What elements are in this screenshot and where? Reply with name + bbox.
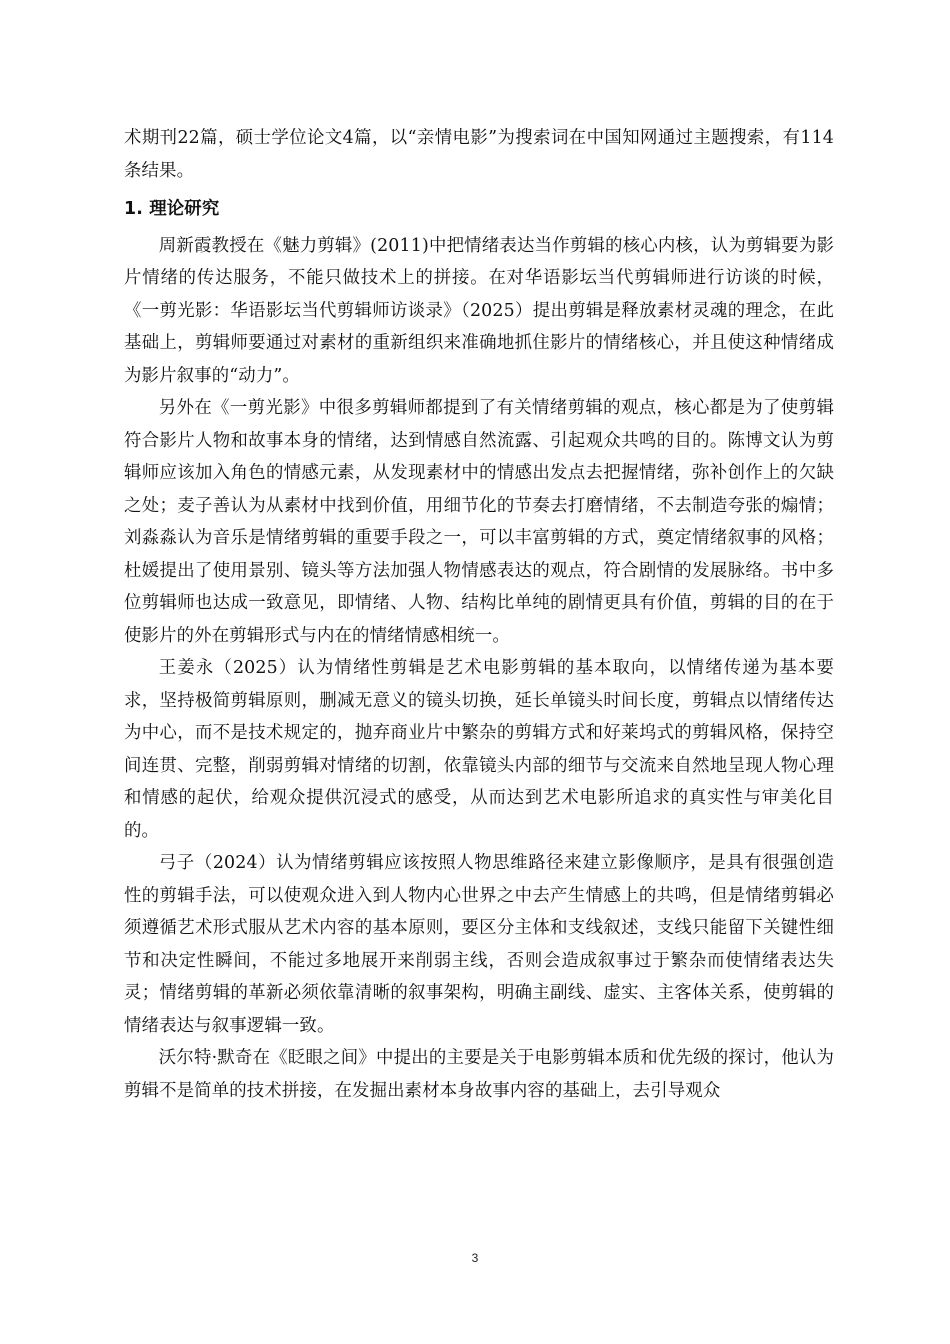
- paragraph: 弓子（2024）认为情绪剪辑应该按照人物思维路径来建立影像顺序，是具有很强创造性的剪辑手法，可以使观众进入到人物内心世界之中去产生情感上的共鸣，但是情绪剪辑必须遵循艺术形式服从艺术内容的基本原则，要区分主体和支线叙述，支线只能留下关键性细节和决定性瞬间，不能过多地展开来削弱主线，否则会造成叙事过于繁杂而使情绪表达失灵；情绪剪辑的革新必须依靠清晰的叙事架构，明确主副线、虚实、主客体关系，使剪辑的情绪表达与叙事逻辑一致。: [124, 853, 834, 1036]
- paragraph-continued: 术期刊22篇，硕士学位论文4篇，以“亲情电影”为搜索词在中国知网通过主题搜索，有114条结果。: [124, 128, 834, 181]
- document-body: [124, 122, 834, 1107]
- paragraph: 王姜永（2025）认为情绪性剪辑是艺术电影剪辑的基本取向，以情绪传递为基本要求，坚持极简剪辑原则，删减无意义的镜头切换，延长单镜头时间长度，剪辑点以情绪传达为中心，而不是技术规定的，抛弃商业片中繁杂的剪辑方式和好莱坞式的剪辑风格，保持空间连贯、完整，削弱剪辑对情绪的切割，依靠镜头内部的细节与交流来自然地呈现人物心理和情感的起伏，给观众提供沉浸式的感受，从而达到艺术电影所追求的真实性与审美化目的。: [124, 658, 834, 841]
- section-heading: 1. 理论研究: [124, 199, 220, 219]
- paragraph: 周新霞教授在《魅力剪辑》(2011)中把情绪表达当作剪辑的核心内核，认为剪辑要为影片情绪的传达服务，不能只做技术上的拼接。在对华语影坛当代剪辑师进行访谈的时候，《一剪光影：华语影坛当代剪辑师访谈录》（2025）提出剪辑是释放素材灵魂的理念，在此基础上，剪辑师要通过对素材的重新组织来准确地抓住影片的情绪核心，并且使这种情绪成为影片叙事的“动力”。: [124, 235, 834, 386]
- paragraph: 另外在《一剪光影》中很多剪辑师都提到了有关情绪剪辑的观点，核心都是为了使剪辑符合影片人物和故事本身的情绪，达到情感自然流露、引起观众共鸣的目的。陈博文认为剪辑师应该加入角色的情感元素，从发现素材中的情感出发点去把握情绪，弥补创作上的欠缺之处；麦子善认为从素材中找到价值，用细节化的节奏去打磨情绪，不去制造夸张的煽情；刘淼淼认为音乐是情绪剪辑的重要手段之一，可以丰富剪辑的方式，奠定情绪叙事的风格；杜媛提出了使用景别、镜头等方法加强人物情感表达的观点，符合剧情的发展脉络。书中多位剪辑师也达成一致意见，即情绪、人物、结构比单纯的剧情更具有价值，剪辑的目的在于使影片的外在剪辑形式与内在的情绪情感相统一。: [124, 398, 834, 646]
- page-number: 3: [471, 1251, 479, 1265]
- paragraph: 沃尔特·默奇在《眨眼之间》中提出的主要是关于电影剪辑本质和优先级的探讨，他认为剪辑不是简单的技术拼接，在发掘出素材本身故事内容的基础上，去引导观众: [124, 1048, 834, 1101]
